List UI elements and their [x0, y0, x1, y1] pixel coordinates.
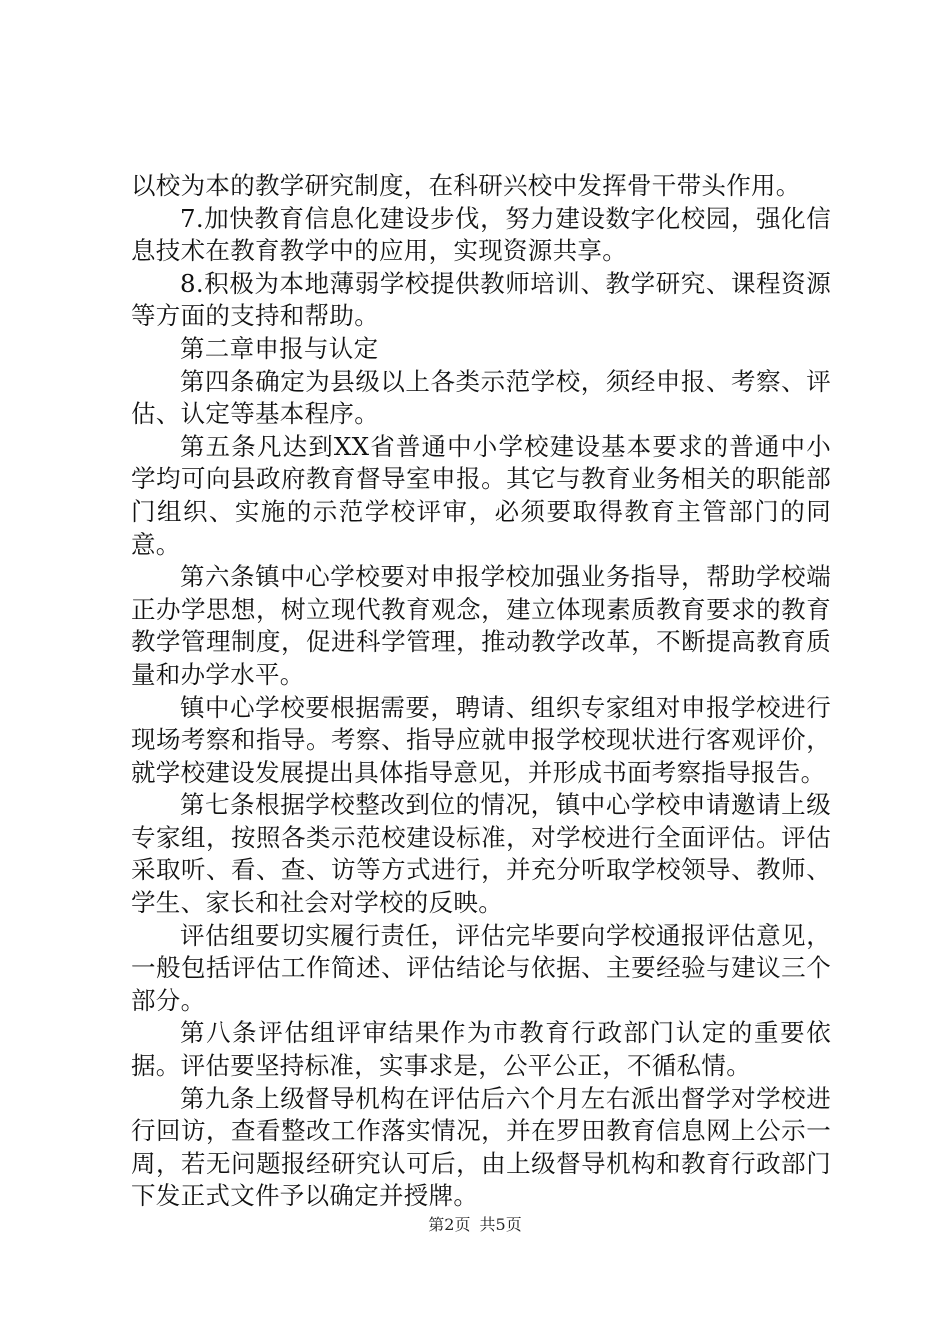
page-total: 共5页 — [479, 1215, 522, 1234]
article-4: 第四条确定为县级以上各类示范学校，须经申报、考察、评估、认定等基本程序。 — [131, 366, 831, 429]
paragraph-continuation: 以校为本的教学研究制度，在科研兴校中发挥骨干带头作用。 — [131, 171, 801, 200]
chapter-heading: 第二章申报与认定 — [180, 333, 379, 363]
page-footer — [0, 1213, 950, 1237]
article-9: 第九条上级督导机构在评估后六个月左右派出督学对学校进行回访，查看整改工作落实情况，并在罗田教育信息网上公示一周，若无问题报经研究认可后，由上级督导机构和教育行政部门下发正式文件予以确定并授牌。 — [131, 1083, 831, 1211]
article-6-supplement: 镇中心学校要根据需要，聘请、组织专家组对申报学校进行现场考察和指导。考察、指导应就申报学校现状进行客观评价，就学校建设发展提出具体指导意见，并形成书面考察指导报告。 — [131, 692, 831, 787]
paragraph-item-8: 8.积极为本地薄弱学校提供教师培训、教学研究、课程资源等方面的支持和帮助。 — [131, 268, 831, 331]
article-8: 第八条评估组评审结果作为市教育行政部门认定的重要依据。评估要坚持标准，实事求是，公平公正，不循私情。 — [131, 1018, 831, 1081]
article-6: 第六条镇中心学校要对申报学校加强业务指导，帮助学校端正办学思想，树立现代教育观念，建立体现素质教育要求的教育教学管理制度，促进科学管理，推动教学改革，不断提高教育质量和办学水平。 — [131, 562, 831, 689]
article-7: 第七条根据学校整改到位的情况，镇中心学校申请邀请上级专家组，按照各类示范校建设标准，对学校进行全面评估。评估采取听、看、查、访等方式进行，并充分听取学校领导、教师、学生、家长和社会对学校的反映。 — [131, 790, 831, 918]
article-5: 第五条凡达到XX省普通中小学校建设基本要求的普通中小学均可向县政府教育督导室申报。其它与教育业务相关的职能部门组织、实施的示范学校评审，必须要取得教育主管部门的同意。 — [131, 431, 831, 559]
paragraph-item-7: 7.加快教育信息化建设步伐，努力建设数字化校园，强化信息技术在教育教学中的应用，实现资源共享。 — [131, 203, 831, 266]
article-7-supplement: 评估组要切实履行责任，评估完毕要向学校通报评估意见，一般包括评估工作简述、评估结论与依据、主要经验与建议三个部分。 — [131, 920, 831, 1015]
page-number: 第2页 — [428, 1215, 471, 1234]
document-body — [131, 170, 831, 1213]
